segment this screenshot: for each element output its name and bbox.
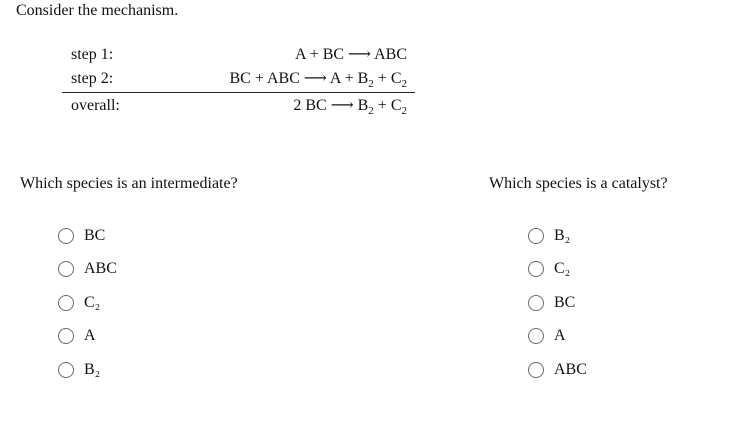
intermediate-question: Which species is an intermediate? [20,175,238,192]
catalyst-option[interactable] [528,320,587,354]
intermediate-option[interactable] [58,286,117,320]
intermediate-option[interactable] [58,353,117,387]
radio-button[interactable] [528,328,544,344]
option-label[interactable]: A [554,327,566,345]
option-label[interactable]: B₂ [84,360,101,378]
intermediate-option[interactable] [58,253,117,287]
catalyst-question: Which species is a catalyst? [489,175,668,192]
radio-button[interactable] [528,362,544,378]
subscript: 2 [368,78,374,91]
subscript: 2 [401,78,407,91]
catalyst-option[interactable] [528,286,587,320]
radio-button[interactable] [58,295,74,311]
radio-button[interactable] [58,228,74,244]
radio-button[interactable] [58,362,74,378]
option-label[interactable]: ABC [554,360,587,378]
option-label[interactable]: C₂ [554,260,571,278]
radio-button[interactable] [58,328,74,344]
radio-button[interactable] [528,228,544,244]
option-label[interactable]: BC [84,226,106,244]
sum-rule-divider [62,92,415,93]
intermediate-option[interactable] [58,320,117,354]
option-label[interactable]: A [84,327,96,345]
overall-label: overall: [71,97,120,114]
option-label[interactable]: ABC [84,260,117,278]
intermediate-option[interactable] [58,219,117,253]
step-2-equation: BC + ABC ⟶ $A + B_2 + C_2$ [229,70,407,91]
radio-button[interactable] [58,261,74,277]
question-prompt: Consider the mechanism. [16,2,179,19]
overall-equation: 2 BC ⟶ $B_2 + C_2$ [293,97,407,118]
subscript: 2 [401,105,407,118]
step-2-label: step 2: [71,70,114,87]
option-label[interactable]: B₂ [554,226,571,244]
option-label[interactable]: C₂ [84,293,101,311]
catalyst-options [528,219,587,387]
step-1-equation: A + BC ⟶ ABC [295,46,407,63]
radio-button[interactable] [528,261,544,277]
catalyst-option[interactable] [528,219,587,253]
catalyst-option[interactable] [528,353,587,387]
step-1-label: step 1: [71,46,114,63]
subscript: 2 [368,105,374,118]
intermediate-options [58,219,117,387]
catalyst-option[interactable] [528,253,587,287]
option-label[interactable]: BC [554,293,576,311]
radio-button[interactable] [528,295,544,311]
